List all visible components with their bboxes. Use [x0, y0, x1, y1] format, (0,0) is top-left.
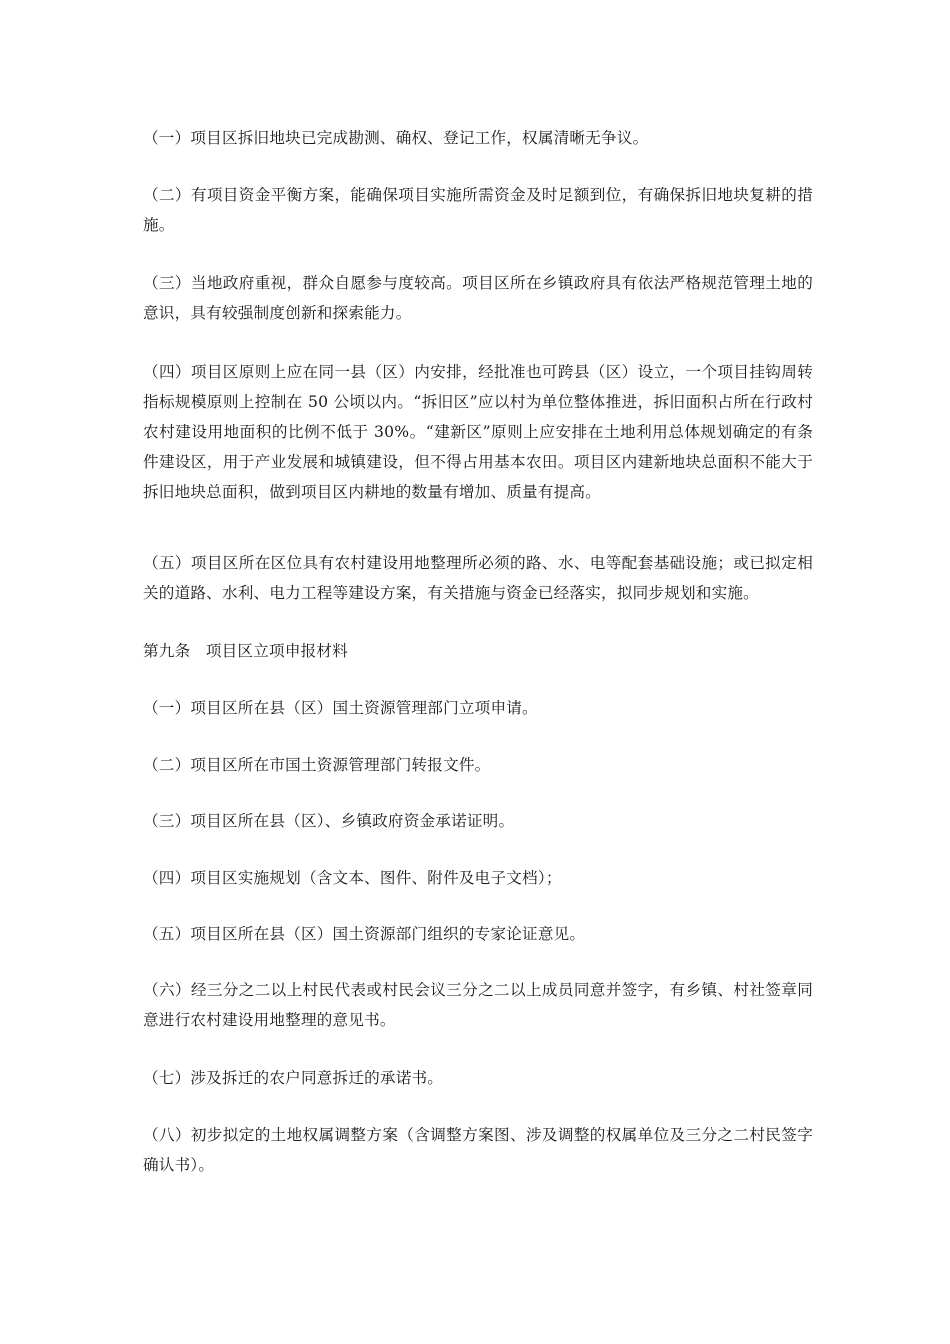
condition-paragraph-5: （五）项目区所在区位具有农村建设用地整理所必须的路、水、电等配套基础设施；或已拟定相关的道路、水利、电力工程等建设方案，有关措施与资金已经落实，拟同步规划和实施。	[143, 554, 813, 602]
article-heading: 第九条 项目区立项申报材料	[143, 642, 348, 660]
material-item-4: （四）项目区实施规划（含文本、图件、附件及电子文档）；	[143, 869, 562, 887]
material-item-7: （七）涉及拆迁的农户同意拆迁的承诺书。	[143, 1069, 444, 1087]
condition-paragraph-2: （二）有项目资金平衡方案，能确保项目实施所需资金及时足额到位，有确保拆旧地块复耕的措施。	[143, 186, 813, 234]
material-item-8: （八）初步拟定的土地权属调整方案（含调整方案图、涉及调整的权属单位及三分之二村民签字确认书）。	[143, 1126, 813, 1174]
material-item-6: （六）经三分之二以上村民代表或村民会议三分之二以上成员同意并签字，有乡镇、村社签章同意进行农村建设用地整理的意见书。	[143, 981, 813, 1029]
condition-paragraph-1: （一）项目区拆旧地块已完成勘测、确权、登记工作，权属清晰无争议。	[143, 129, 649, 147]
condition-paragraph-3: （三）当地政府重视，群众自愿参与度较高。项目区所在乡镇政府具有依法严格规范管理土地的意识，具有较强制度创新和探索能力。	[143, 274, 813, 322]
material-item-2: （二）项目区所在市国土资源管理部门转报文件。	[143, 756, 491, 774]
condition-paragraph-4: （四）项目区原则上应在同一县（区）内安排，经批准也可跨县（区）设立，一个项目挂钩周转指标规模原则上控制在 50 公顷以内。“拆旧区”应以村为单位整体推进，拆旧面积占所在行政村农村建设用地面积的比例不低于 30%。“建新区”原则上应安排在土地利用总体规划确定的有条件建设区，用于产业发展和城镇建设，但不得占用基本农田。项目区内建新地块总面积不能大于拆旧地块总面积，做到项目区内耕地的数量有增加、质量有提高。	[143, 363, 813, 501]
material-item-1: （一）项目区所在县（区）国土资源管理部门立项申请。	[143, 699, 538, 717]
material-item-3: （三）项目区所在县（区）、乡镇政府资金承诺证明。	[143, 812, 515, 830]
material-item-5: （五）项目区所在县（区）国土资源部门组织的专家论证意见。	[143, 925, 586, 943]
